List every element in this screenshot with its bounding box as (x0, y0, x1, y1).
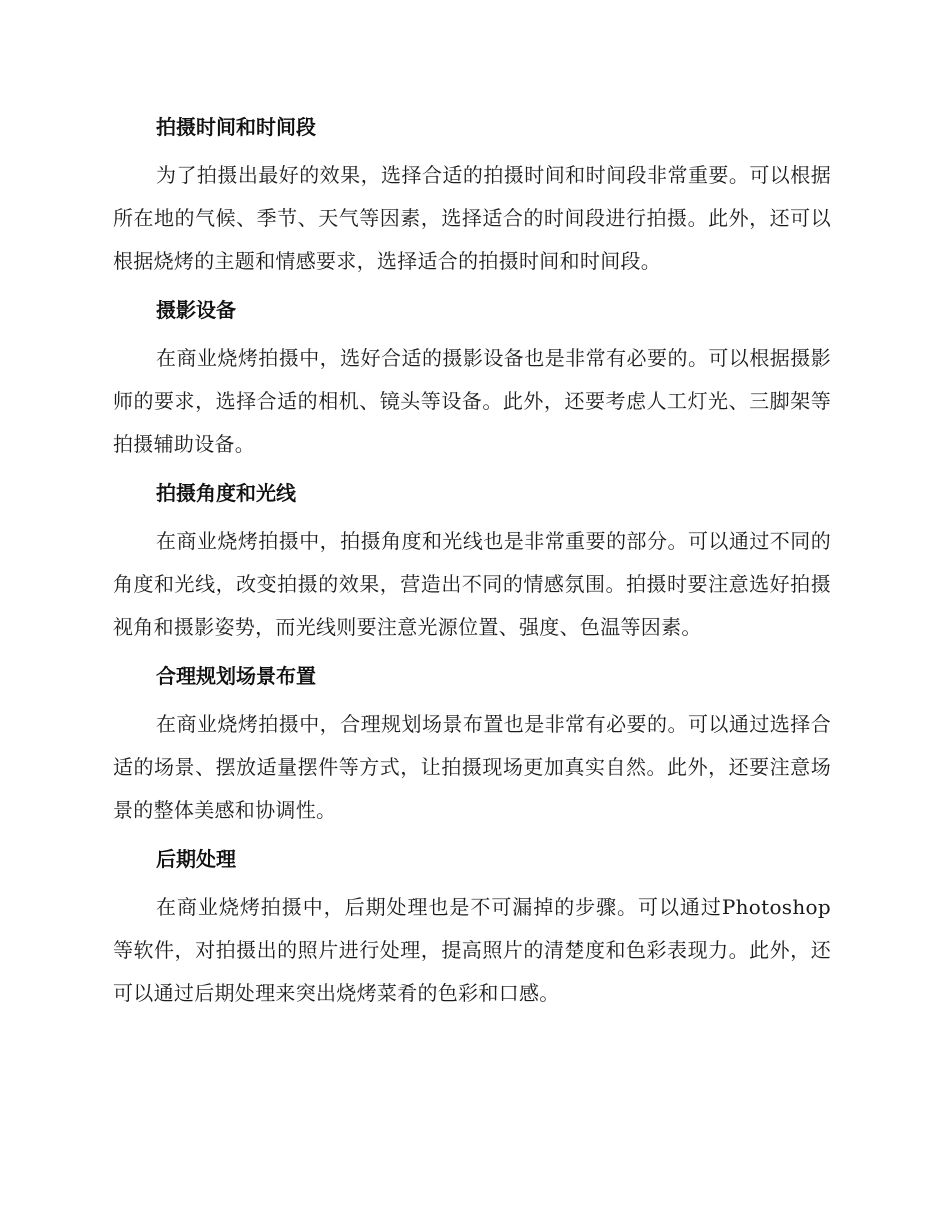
section-scene-layout (113, 657, 831, 832)
section-heading: 合理规划场景布置 (156, 664, 316, 688)
section-equipment (113, 291, 831, 466)
section-shooting-time (113, 108, 831, 283)
section-heading: 后期处理 (156, 847, 236, 871)
section-paragraph: 在商业烧烤拍摄中，选好合适的摄影设备也是非常有必要的。可以根据摄影师的要求，选择合适的相机、镜头等设备。此外，还要考虑人工灯光、三脚架等拍摄辅助设备。 (113, 346, 831, 456)
section-paragraph: 为了拍摄出最好的效果，选择合适的拍摄时间和时间段非常重要。可以根据所在地的气候、季节、天气等因素，选择适合的时间段进行拍摄。此外，还可以根据烧烤的主题和情感要求，选择适合的拍摄时间和时间段。 (113, 163, 831, 273)
section-paragraph: 在商业烧烤拍摄中，合理规划场景布置也是非常有必要的。可以通过选择合适的场景、摆放适量摆件等方式，让拍摄现场更加真实自然。此外，还要注意场景的整体美感和协调性。 (113, 712, 831, 822)
section-paragraph: 在商业烧烤拍摄中，后期处理也是不可漏掉的步骤。可以通过Photoshop等软件，对拍摄出的照片进行处理，提高照片的清楚度和色彩表现力。此外，还可以通过后期处理来突出烧烤菜肴的色彩和口感。 (113, 895, 831, 1005)
section-heading: 摄影设备 (156, 298, 236, 322)
section-post-processing (113, 840, 831, 1015)
section-angle-lighting (113, 474, 831, 649)
section-heading: 拍摄角度和光线 (156, 481, 296, 505)
section-heading: 拍摄时间和时间段 (156, 115, 316, 139)
section-paragraph: 在商业烧烤拍摄中，拍摄角度和光线也是非常重要的部分。可以通过不同的角度和光线，改变拍摄的效果，营造出不同的情感氛围。拍摄时要注意选好拍摄视角和摄影姿势，而光线则要注意光源位置、强度、色温等因素。 (113, 529, 831, 639)
document-content (113, 108, 831, 1023)
